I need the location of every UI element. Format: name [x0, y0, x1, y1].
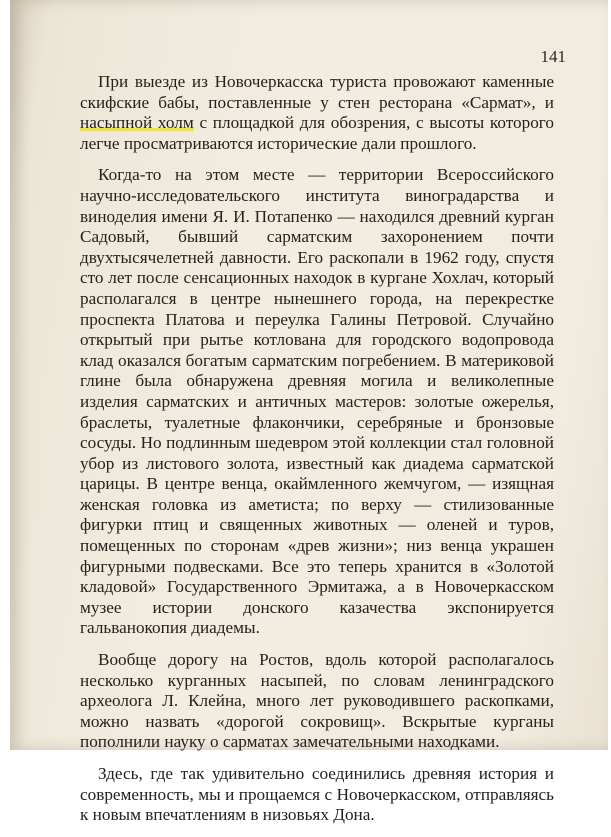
page-number: 141	[540, 47, 566, 66]
paragraph-4: Здесь, где так удивительно соединились древняя история и современность, мы и прощаемся с Новочеркасском, отправляясь к новым впечатлениям в низовьях Дона.	[80, 764, 554, 825]
book-page	[10, 0, 608, 825]
paragraph-3: Вообще дорогу на Ростов, вдоль которой располагалось несколько курганных насыпей, по словам ленинградского археолога Л. Клейна, много лет руководившего раскопками, можно назвать «дорогой сокровищ». Вскрытые курганы пополнили науку о сарматах замечательными находками.	[80, 650, 554, 752]
body-text	[80, 72, 554, 837]
paragraph-1	[80, 72, 554, 154]
paragraph-1-before: При выезде из Новочеркасска туриста провожают каменные скифские бабы, поставленные у стен ресторана «Сармат», и	[80, 72, 554, 112]
paragraph-1-after: с площадкой для обозрения, с высоты которого легче просматриваются исторические дали прошлого.	[80, 113, 554, 153]
paragraph-2: Когда-то на этом месте — территории Всероссийского научно-исследовательского института виноградарства и виноделия имени Я. И. Потапенко — находился древний курган Садовый, бывший сарматским захоронением почти двухтысячелетней давности. Его раскопали в 1962 году, спустя сто лет после сенсационных находок в кургане Хохлач, который располагался в центре нынешнего города, на перекрестке проспекта Платова и переулка Галины Петровой. Случайно открытый при рытье котлована для городского водопровода клад оказался богатым сарматским погребением. В материковой глине была обнаружена древняя могила и великолепные изделия сарматских и античных мастеров: золотые ожерелья, браслеты, туалетные флакончики, серебряные и бронзовые сосуды. Но подлинным шедевром этой коллекции стал головной убор из листового золота, известный как диадема сарматской царицы. В центре венца, окаймленного жемчугом, — изящная женская головка из аметиста; по верху — стилизованные фигурки птиц и священных животных — оленей и туров, помещенных по сторонам «древ жизни»; низ венца украшен фигурными подвесками. Все это теперь хранится в «Золотой кладовой» Государственного Эрмитажа, а в Новочеркасском музее истории донского казачества экспонируется гальванокопия диадемы.	[80, 165, 554, 638]
highlighted-phrase: насыпной холм	[80, 113, 194, 133]
